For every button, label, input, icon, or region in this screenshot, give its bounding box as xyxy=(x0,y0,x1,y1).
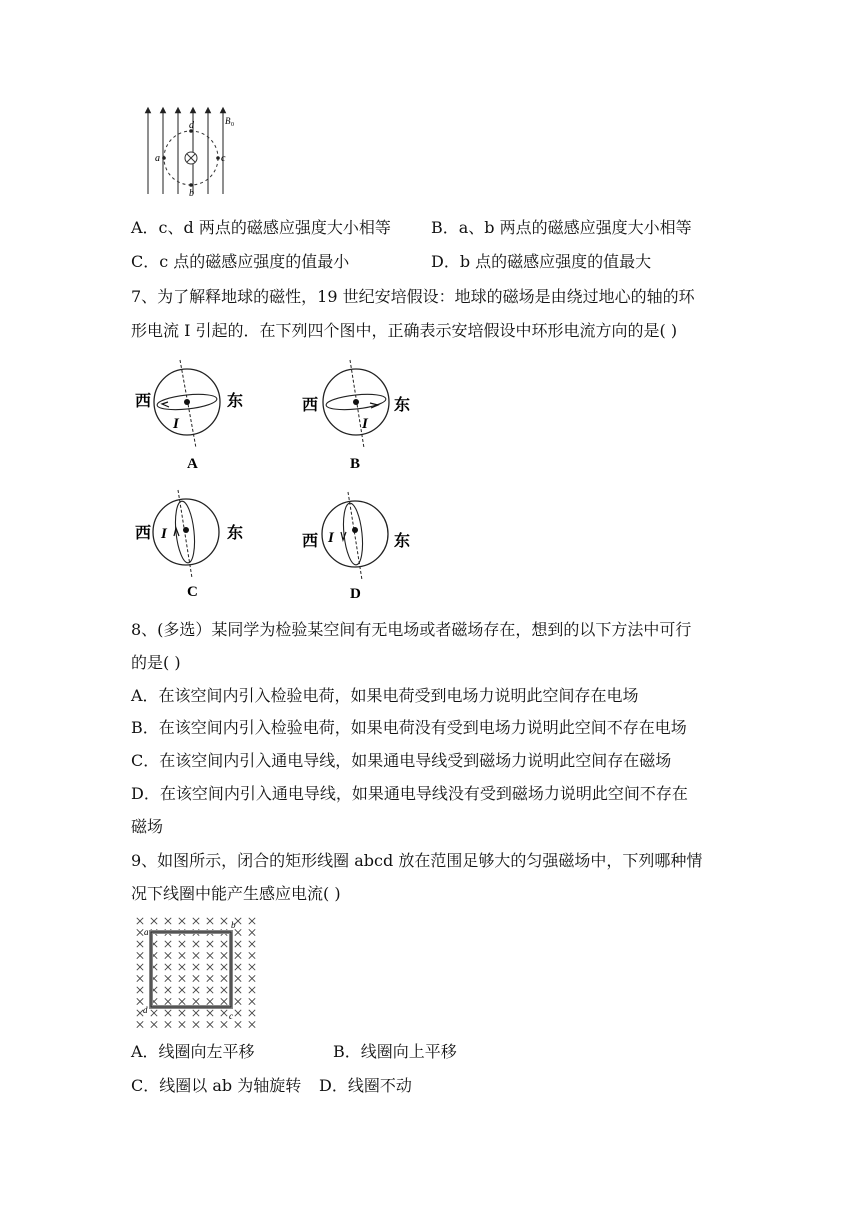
field-cross-icon xyxy=(221,952,227,958)
label-b: b xyxy=(189,188,194,199)
field-cross-icon xyxy=(221,975,227,981)
field-cross-icon xyxy=(179,975,185,981)
label-east: 东 xyxy=(394,397,411,414)
field-cross-icon xyxy=(249,964,255,970)
q7-figure-a xyxy=(131,358,251,474)
field-cross-icon xyxy=(249,998,255,1004)
q6-option-a: A．c、d 两点的磁感应强度大小相等 xyxy=(131,218,391,237)
current-arrow-icon xyxy=(162,402,169,407)
label-d: d xyxy=(189,120,194,131)
q8-option-c: C．在该空间内引入通电导线，如果通电导线受到磁场力说明此空间存在磁场 xyxy=(131,751,672,770)
caption-b: B xyxy=(350,456,361,472)
field-cross-icon xyxy=(235,1021,241,1027)
field-cross-icon xyxy=(249,987,255,993)
field-cross-icon xyxy=(207,987,213,993)
field-cross-icon xyxy=(193,975,199,981)
label-west: 西 xyxy=(302,533,319,550)
field-cross-icon xyxy=(165,1010,171,1016)
field-cross-icon xyxy=(193,998,199,1004)
q7-figure-b xyxy=(298,358,418,474)
q6-option-c: C．c 点的磁感应强度的值最小 xyxy=(131,252,350,271)
field-cross-icon xyxy=(249,952,255,958)
field-cross-icon xyxy=(193,1021,199,1027)
field-cross-icon xyxy=(221,998,227,1004)
field-cross-icon xyxy=(193,941,199,947)
field-cross-icon xyxy=(235,952,241,958)
field-cross-icon xyxy=(221,964,227,970)
field-cross-icon xyxy=(235,1010,241,1016)
field-cross-icon xyxy=(193,964,199,970)
q6-option-d: D．b 点的磁感应强度的值最大 xyxy=(431,252,652,271)
field-cross-icon xyxy=(137,964,143,970)
field-cross-icon xyxy=(221,918,227,924)
field-cross-icon xyxy=(207,941,213,947)
coil-label-b: b xyxy=(231,920,236,930)
field-cross-icon xyxy=(207,998,213,1004)
q8-option-b: B．在该空间内引入检验电荷，如果电荷没有受到电场力说明此空间不存在电场 xyxy=(131,718,687,737)
field-cross-icon xyxy=(249,929,255,935)
field-cross-icon xyxy=(235,941,241,947)
q9-coil-in-field-figure xyxy=(131,915,265,1031)
q9-stem-line2: 况下线圈中能产生感应电流( ) xyxy=(131,884,341,903)
coil-label-a: a xyxy=(144,927,149,937)
field-cross-icon xyxy=(235,998,241,1004)
field-cross-icon xyxy=(193,1010,199,1016)
q6-option-b: B．a、b 两点的磁感应强度大小相等 xyxy=(431,218,692,237)
field-cross-icon xyxy=(137,918,143,924)
label-c: c xyxy=(221,153,226,164)
field-cross-icon xyxy=(235,987,241,993)
field-cross-icon xyxy=(179,1010,185,1016)
field-cross-icon xyxy=(137,952,143,958)
q8-stem-line1: 8、(多选）某同学为检验某空间有无电场或者磁场存在，想到的以下方法中可行 xyxy=(131,620,692,639)
label-current: I xyxy=(161,526,167,542)
coil-outline xyxy=(151,932,231,1007)
field-cross-icon xyxy=(179,998,185,1004)
label-east: 东 xyxy=(394,533,411,550)
coil-frame xyxy=(151,932,231,1007)
q9-stem-line1: 9、如图所示，闭合的矩形线圈 abcd 放在范围足够大的匀强磁场中，下列哪种情 xyxy=(131,851,703,870)
caption-c: C xyxy=(187,584,198,600)
q9-option-c: C．线圈以 ab 为轴旋转 xyxy=(131,1076,302,1095)
q8-stem-line2: 的是( ) xyxy=(131,653,181,672)
field-cross-icon xyxy=(179,918,185,924)
field-cross-icon xyxy=(179,941,185,947)
label-west: 西 xyxy=(135,525,152,542)
q8-option-d-line1: D．在该空间内引入通电导线，如果通电导线没有受到磁场力说明此空间不存在 xyxy=(131,784,688,803)
field-cross-icon xyxy=(179,964,185,970)
q7-figure-d xyxy=(298,488,418,604)
label-b0-sub: 0 xyxy=(231,122,234,128)
field-cross-icon xyxy=(221,1021,227,1027)
field-cross-icon xyxy=(137,975,143,981)
field-cross-icon xyxy=(165,941,171,947)
q7-figure-c xyxy=(131,488,251,604)
label-current: I xyxy=(173,416,179,432)
coil-label-d: d xyxy=(143,1005,148,1015)
field-cross-icon xyxy=(165,987,171,993)
field-cross-icon xyxy=(207,964,213,970)
field-cross-icon xyxy=(207,1021,213,1027)
label-a: a xyxy=(155,153,160,164)
field-cross-icon xyxy=(165,975,171,981)
field-cross-icon xyxy=(207,952,213,958)
field-cross-icon xyxy=(221,987,227,993)
point-a xyxy=(162,156,166,160)
field-cross-icon xyxy=(235,975,241,981)
label-current: I xyxy=(328,530,334,546)
field-cross-icon xyxy=(249,918,255,924)
field-cross-icon xyxy=(207,918,213,924)
q9-option-a: A．线圈向左平移 xyxy=(131,1042,255,1061)
field-cross-icon xyxy=(235,964,241,970)
label-east: 东 xyxy=(227,393,244,410)
field-cross-icon xyxy=(193,987,199,993)
field-cross-icon xyxy=(193,952,199,958)
field-cross-icon xyxy=(137,929,143,935)
field-cross-icon xyxy=(235,929,241,935)
q9-option-b: B．线圈向上平移 xyxy=(333,1042,457,1061)
caption-d: D xyxy=(350,586,361,602)
field-cross-icon xyxy=(151,1010,157,1016)
point-b xyxy=(189,183,193,187)
field-cross-grid xyxy=(137,918,255,1028)
q6-magnetic-field-figure xyxy=(136,104,248,200)
field-cross-icon xyxy=(193,918,199,924)
field-cross-icon xyxy=(137,998,143,1004)
caption-a: A xyxy=(187,456,198,472)
q8-option-a: A．在该空间内引入检验电荷，如果电荷受到电场力说明此空间存在电场 xyxy=(131,686,639,705)
field-cross-icon xyxy=(249,1021,255,1027)
field-cross-icon xyxy=(165,998,171,1004)
q7-stem-line1: 7、为了解释地球的磁性，19 世纪安培假设：地球的磁场是由绕过地心的轴的环 xyxy=(131,287,695,306)
field-cross-icon xyxy=(151,1021,157,1027)
label-west: 西 xyxy=(135,393,152,410)
field-cross-icon xyxy=(179,952,185,958)
field-cross-icon xyxy=(165,1021,171,1027)
field-cross-icon xyxy=(165,964,171,970)
field-cross-icon xyxy=(207,975,213,981)
field-cross-icon xyxy=(249,975,255,981)
q8-option-d-line2: 磁场 xyxy=(131,817,164,836)
field-cross-icon xyxy=(151,918,157,924)
point-c xyxy=(216,156,220,160)
field-cross-icon xyxy=(137,941,143,947)
q7-stem-line2: 形电流 I 引起的．在下列四个图中，正确表示安培假设中环形电流方向的是( ) xyxy=(131,321,678,340)
field-cross-icon xyxy=(221,1010,227,1016)
field-cross-icon xyxy=(165,918,171,924)
label-east: 东 xyxy=(227,525,244,542)
label-current: I xyxy=(362,416,368,432)
field-cross-icon xyxy=(137,1021,143,1027)
field-cross-icon xyxy=(207,1010,213,1016)
field-cross-icon xyxy=(137,987,143,993)
coil-label-c: c xyxy=(229,1011,233,1021)
q9-option-d: D．线圈不动 xyxy=(319,1076,412,1095)
field-cross-icon xyxy=(179,987,185,993)
field-cross-icon xyxy=(221,941,227,947)
label-b0: B xyxy=(225,116,231,126)
label-west: 西 xyxy=(302,397,319,414)
field-cross-icon xyxy=(179,1021,185,1027)
field-cross-icon xyxy=(165,952,171,958)
field-cross-icon xyxy=(249,1010,255,1016)
field-cross-icon xyxy=(235,918,241,924)
field-cross-icon xyxy=(249,941,255,947)
